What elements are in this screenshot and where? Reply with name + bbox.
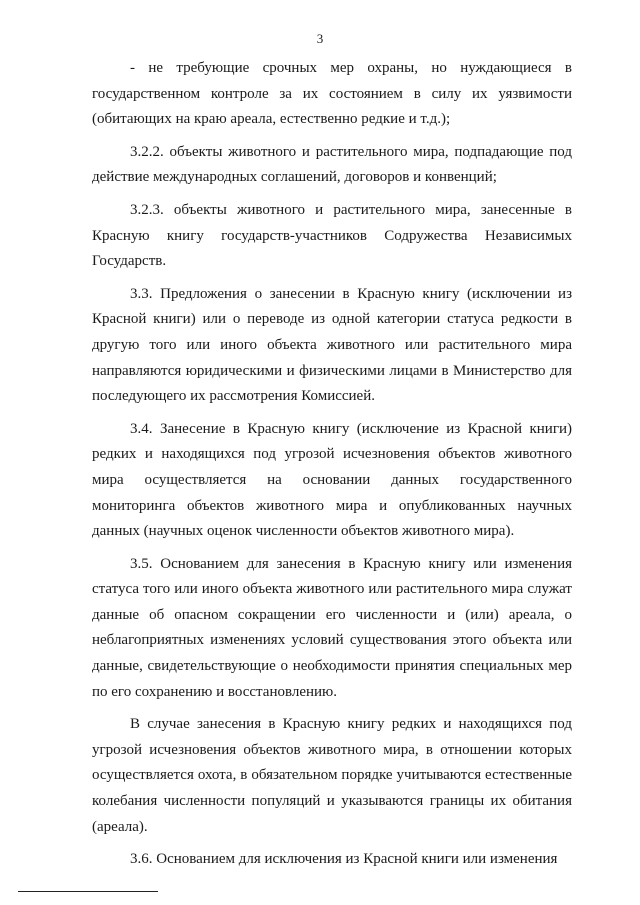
paragraph-3-4: 3.4. Занесение в Красную книгу (исключение из Красной книги) редких и находящихся под угрозой исчезновения объектов животного мира осуществляется на основании данных государственного мониторинга объектов животного мира и опубликованных научных данных (научных оценок численности объектов животного мира). [92,420,572,540]
paragraph-3-3: 3.3. Предложения о занесении в Красную книгу (исключении из Красной книги) или о переводе из одной категории статуса редкости в другую того или иного объекта животного или растительного мира направляются юридическими и физическими лицами в Министерство для последующего их рассмотрения Комиссией. [92,285,572,405]
paragraph-3-2-3: 3.2.3. объекты животного и растительного мира, занесенные в Красную книгу государств-участников Содружества Независимых Государств. [92,201,572,270]
paragraph-3-5: 3.5. Основанием для занесения в Красную книгу или изменения статуса того или иного объекта животного или растительного мира служат данные об опасном сокращении его численности и (или) ареала, о неблагоприятных изменениях условий существования этого объекта или данные, свидетельствующие о необходимости принятия специальных мер по его сохранению и восстановлению. [92,555,572,700]
paragraph-3-6: 3.6. Основанием для исключения из Красной книги или изменения [130,851,558,868]
paragraph-3-2-2: 3.2.2. объекты животного и растительного мира, подпадающие под действие международных соглашений, договоров и конвенций; [92,143,572,186]
document-body [92,56,572,873]
paragraph-hunting-note: В случае занесения в Красную книгу редких и находящихся под угрозой исчезновения объектов животного мира, в отношении которых осуществляется охота, в обязательном порядке учитываются естественные колебания численности популяций и указываются границы их обитания (ареала). [92,716,572,835]
footer-rule [18,891,158,892]
paragraph-1: - не требующие срочных мер охраны, но нуждающиеся в государственном контроле за их состоянием в силу их уязвимости (обитающих на краю ареала, естественно редкие и т.д.); [92,60,572,128]
page-number: 3 [316,31,324,46]
